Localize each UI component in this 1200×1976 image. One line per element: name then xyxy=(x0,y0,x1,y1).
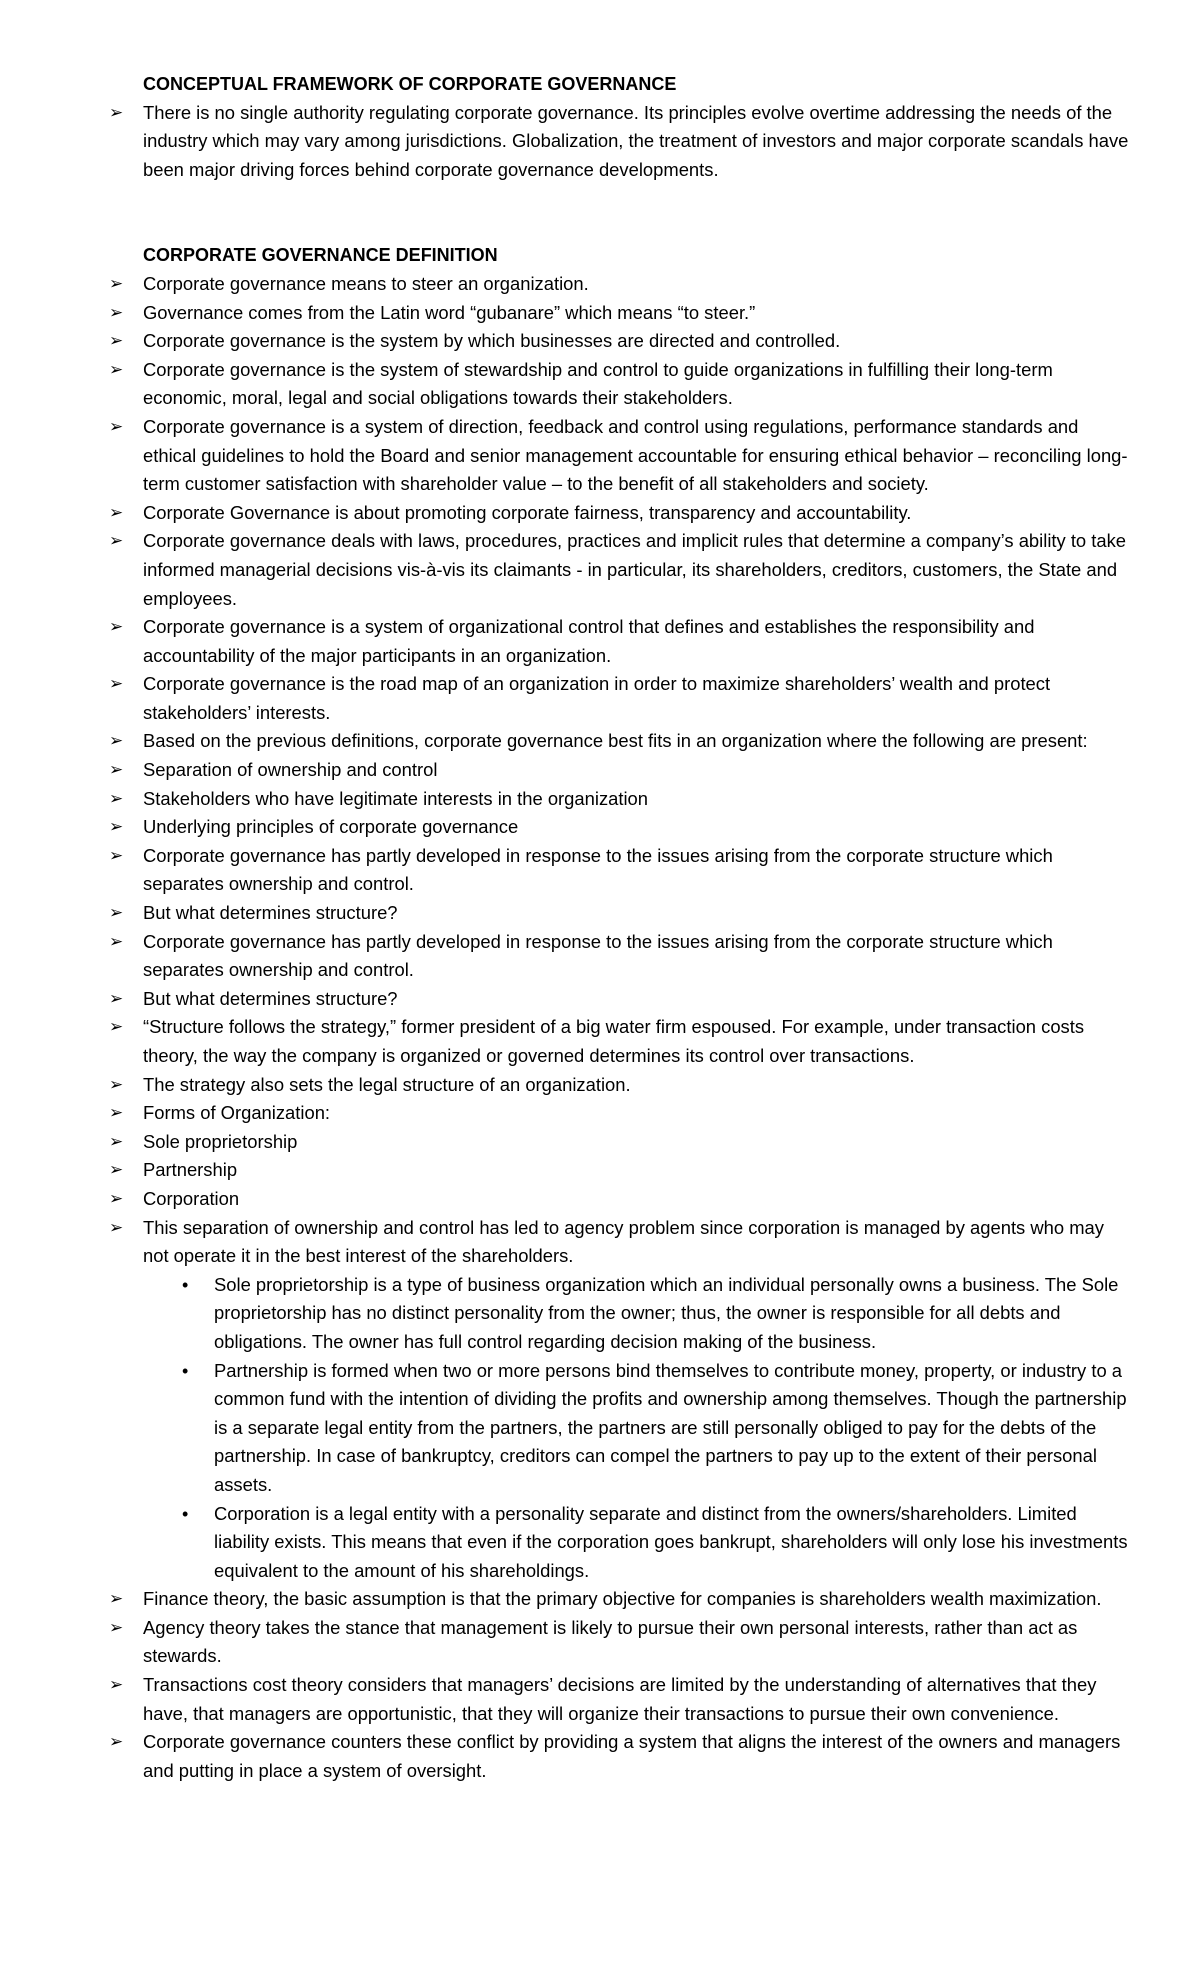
arrowhead-bullet-icon: ➢ xyxy=(109,674,124,695)
list-item xyxy=(109,1214,1133,1586)
arrowhead-bullet-icon: ➢ xyxy=(109,1074,124,1095)
list-item-text: Finance theory, the basic assumption is that the primary objective for companies is shareholders wealth maximization. xyxy=(143,1588,1102,1610)
list-item xyxy=(109,327,1133,356)
conceptual-framework-list xyxy=(109,99,1133,185)
arrowhead-bullet-icon: ➢ xyxy=(109,416,124,437)
list-item xyxy=(109,670,1133,727)
list-item-text: Stakeholders who have legitimate interests in the organization xyxy=(143,787,649,809)
sub-list-item xyxy=(182,1500,1133,1586)
list-item xyxy=(109,785,1133,814)
list-item-text: Agency theory takes the stance that management is likely to pursue their own personal interests, rather than act as stewards. xyxy=(143,1616,1078,1667)
list-item xyxy=(109,1614,1133,1671)
arrowhead-bullet-icon: ➢ xyxy=(109,1589,124,1610)
arrowhead-bullet-icon: ➢ xyxy=(109,788,124,809)
arrowhead-bullet-icon: ➢ xyxy=(109,302,124,323)
arrowhead-bullet-icon: ➢ xyxy=(109,903,124,924)
section-spacer xyxy=(143,184,1133,241)
list-item-text: Based on the previous definitions, corporate governance best fits in an organization where the following are present: xyxy=(143,730,1088,752)
list-item-text: The strategy also sets the legal structure of an organization. xyxy=(143,1073,631,1095)
list-item xyxy=(109,1728,1133,1785)
arrowhead-bullet-icon: ➢ xyxy=(109,731,124,752)
arrowhead-bullet-icon: ➢ xyxy=(109,273,124,294)
sub-list-item xyxy=(182,1271,1133,1357)
list-item xyxy=(109,1585,1133,1614)
list-item-text: Sole proprietorship xyxy=(143,1130,298,1152)
arrowhead-bullet-icon: ➢ xyxy=(109,1131,124,1152)
list-item-text: Corporate governance has partly developed in response to the issues arising from the corporate structure which separates ownership and control. xyxy=(143,930,1053,981)
arrowhead-bullet-icon: ➢ xyxy=(109,1217,124,1238)
list-item xyxy=(109,1099,1133,1128)
arrowhead-bullet-icon: ➢ xyxy=(109,1017,124,1038)
list-item-text: Corporate governance means to steer an organization. xyxy=(143,272,589,294)
definition-list xyxy=(109,270,1133,1785)
list-item-text: Corporate governance is the road map of an organization in order to maximize shareholders’ wealth and protect stakeholders’ interests. xyxy=(143,673,1051,723)
list-item-text: Partnership xyxy=(143,1159,238,1181)
sub-list-item-text: Partnership is formed when two or more persons bind themselves to contribute money, property, or industry to a common fund with the intention of dividing the profits and ownership among themselves. Though the partnership is a separate legal entity from the partners, the partners are still personally obliged to pay for the debts of the partnership. In case of bankruptcy, creditors can compel the partners to pay up to the extent of their personal assets. xyxy=(214,1359,1127,1495)
section-heading-definition: CORPORATE GOVERNANCE DEFINITION xyxy=(143,245,498,266)
list-item-text: But what determines structure? xyxy=(143,902,398,924)
arrowhead-bullet-icon: ➢ xyxy=(109,817,124,838)
list-item-text: Transactions cost theory considers that managers’ decisions are limited by the understanding of alternatives that they have, that managers are opportunistic, that they will organize their transactions to pursue their own convenience. xyxy=(143,1674,1097,1724)
list-item xyxy=(109,613,1133,670)
list-item xyxy=(109,1071,1133,1100)
list-item-text: This separation of ownership and control has led to agency problem since corporation is managed by agents who may not operate it in the best interest of the shareholders. xyxy=(143,1216,1104,1267)
list-item-text: Corporate governance deals with laws, procedures, practices and implicit rules that determine a company’s ability to take informed managerial decisions vis-à-vis its claimants - in particular, its shareholders, creditors, customers, the State and employees. xyxy=(143,530,1127,609)
arrowhead-bullet-icon: ➢ xyxy=(109,1188,124,1209)
list-item-text: Corporate Governance is about promoting corporate fairness, transparency and accountability. xyxy=(143,501,912,523)
list-item-text: There is no single authority regulating corporate governance. Its principles evolve overtime addressing the needs of the industry which may vary among jurisdictions. Globalization, the treatment of investors and major corporate scandals have been major driving forces behind corporate governance developments. xyxy=(143,101,1129,180)
list-item-text: But what determines structure? xyxy=(143,987,398,1009)
list-item-text: Forms of Organization: xyxy=(143,1102,331,1124)
list-item-text: Governance comes from the Latin word “gubanare” which means “to steer.” xyxy=(143,301,756,323)
list-item xyxy=(109,1128,1133,1157)
arrowhead-bullet-icon: ➢ xyxy=(109,1617,124,1638)
list-item xyxy=(109,413,1133,499)
arrowhead-bullet-icon: ➢ xyxy=(109,931,124,952)
list-item xyxy=(109,299,1133,328)
arrowhead-bullet-icon: ➢ xyxy=(109,331,124,352)
list-item-text: Corporate governance has partly developed in response to the issues arising from the corporate structure which separates ownership and control. xyxy=(143,844,1053,895)
list-item xyxy=(109,928,1133,985)
list-item xyxy=(109,1185,1133,1214)
section-heading-conceptual-framework: CONCEPTUAL FRAMEWORK OF CORPORATE GOVERNANCE xyxy=(143,74,677,94)
list-item-text: Corporate governance is the system by which businesses are directed and controlled. xyxy=(143,330,841,352)
arrowhead-bullet-icon: ➢ xyxy=(109,1160,124,1181)
list-item xyxy=(109,727,1133,756)
arrowhead-bullet-icon: ➢ xyxy=(109,102,124,123)
arrowhead-bullet-icon: ➢ xyxy=(109,617,124,638)
list-item xyxy=(109,1671,1133,1728)
list-item xyxy=(109,99,1133,185)
arrowhead-bullet-icon: ➢ xyxy=(109,760,124,781)
list-item xyxy=(109,499,1133,528)
arrowhead-bullet-icon: ➢ xyxy=(109,502,124,523)
arrowhead-bullet-icon: ➢ xyxy=(109,531,124,552)
arrowhead-bullet-icon: ➢ xyxy=(109,1103,124,1124)
list-item-text: Corporation xyxy=(143,1187,240,1209)
list-item xyxy=(109,1013,1133,1070)
list-item xyxy=(109,842,1133,899)
list-item-text: Corporate governance is the system of stewardship and control to guide organizations in fulfilling their long-term economic, moral, legal and social obligations towards their stakeholders. xyxy=(143,358,1053,409)
sub-list-item xyxy=(182,1357,1133,1500)
list-item-text: Corporate governance counters these conflict by providing a system that aligns the interest of the owners and managers and putting in place a system of oversight. xyxy=(143,1731,1121,1781)
list-item xyxy=(109,270,1133,299)
list-item-text: “Structure follows the strategy,” former president of a big water firm espoused. For example, under transaction costs theory, the way the company is organized or governed determines its control over transactions. xyxy=(143,1016,1085,1066)
list-item-text: Separation of ownership and control xyxy=(143,759,438,781)
arrowhead-bullet-icon: ➢ xyxy=(109,359,124,380)
list-item xyxy=(109,985,1133,1014)
arrowhead-bullet-icon: ➢ xyxy=(109,1675,124,1696)
sub-list-item-text: Corporation is a legal entity with a personality separate and distinct from the owners/shareholders. Limited liability exists. This means that even if the corporation goes bankrupt, shareholders will only lose his investments equivalent to the amount of his shareholdings. xyxy=(214,1502,1128,1581)
list-item xyxy=(109,756,1133,785)
arrowhead-bullet-icon: ➢ xyxy=(109,988,124,1009)
list-item xyxy=(109,1156,1133,1185)
round-bullet-icon: • xyxy=(182,1274,189,1295)
round-bullet-icon: • xyxy=(182,1503,189,1524)
sub-list-item-text: Sole proprietorship is a type of business organization which an individual personally owns a business. The Sole proprietorship has no distinct personality from the owner; thus, the owner is responsible for all debts and obligations. The owner has full control regarding decision making of the business. xyxy=(214,1273,1119,1352)
round-bullet-icon: • xyxy=(182,1360,189,1381)
list-item xyxy=(109,813,1133,842)
arrowhead-bullet-icon: ➢ xyxy=(109,845,124,866)
list-item-text: Corporate governance is a system of organizational control that defines and establishes the responsibility and accountability of the major participants in an organization. xyxy=(143,616,1035,666)
organization-forms-sublist xyxy=(143,1271,1133,1586)
arrowhead-bullet-icon: ➢ xyxy=(109,1732,124,1753)
list-item-text: Underlying principles of corporate governance xyxy=(143,816,519,838)
list-item xyxy=(109,899,1133,928)
list-item xyxy=(109,527,1133,613)
list-item xyxy=(109,356,1133,413)
list-item-text: Corporate governance is a system of direction, feedback and control using regulations, performance standards and ethical guidelines to hold the Board and senior management accountable for ensuring ethical behavior – reconciling long-term customer satisfaction with shareholder value – to the benefit of all stakeholders and society. xyxy=(143,415,1128,495)
document-body xyxy=(109,70,1133,1785)
